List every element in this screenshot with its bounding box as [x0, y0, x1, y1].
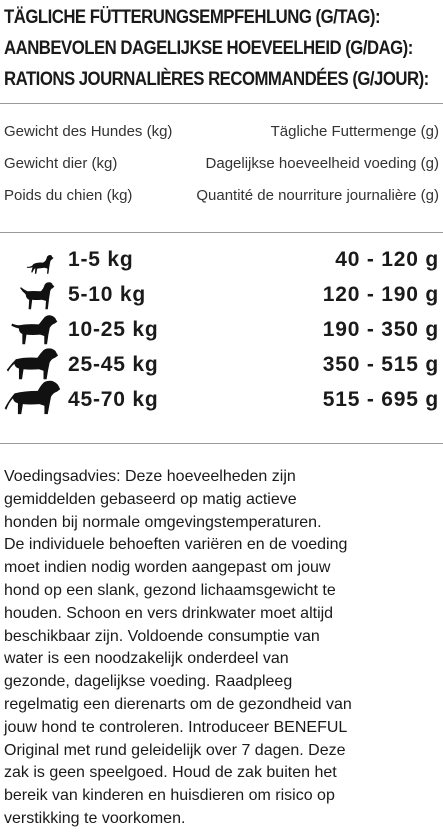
advice-line: zak is geen speelgoed. Houd de zak buiten het: [4, 764, 337, 782]
legend-weight-label: Poids du chien (kg): [4, 187, 133, 204]
dog-weight-range: 1-5 kg: [68, 248, 134, 271]
advice-line: beschikbaar zijn. Voldoende consumptie van: [4, 627, 320, 645]
heading-german: TÄGLICHE FÜTTERUNGSEMPFEHLUNG (G/TAG):: [4, 6, 381, 28]
legend-weight-label: Gewicht des Hundes (kg): [4, 123, 173, 140]
feeding-headings: [4, 2, 440, 95]
advice-line: jouw hond te controleren. Introduceer BENEFUL: [4, 718, 348, 736]
ration-row: [0, 382, 443, 417]
daily-amount: 350 - 515 g: [322, 353, 439, 376]
divider: [0, 103, 443, 104]
medium-dog-icon: [0, 312, 62, 347]
advice-line: Original met rund geleidelijk over 7 dagen. Deze: [4, 741, 346, 759]
small-medium-dog-icon: [0, 277, 62, 312]
ration-row: [0, 277, 443, 312]
advice-line: honden bij normale omgevingstemperaturen.: [4, 513, 322, 531]
ration-row: [0, 347, 443, 382]
dog-weight-range: 5-10 kg: [68, 283, 146, 306]
divider: [0, 443, 443, 444]
advice-line: moet indien nodig worden aangepast om jouw: [4, 559, 331, 577]
dog-weight-range: 45-70 kg: [68, 388, 159, 411]
advice-line: gemiddelden gebaseerd op matig actieve: [4, 490, 297, 508]
legend-weight-label: Gewicht dier (kg): [4, 155, 118, 172]
small-dog-icon: [0, 242, 62, 277]
advice-line: houden. Schoon en vers drinkwater moet altijd: [4, 604, 334, 622]
advice-line: gezonde, dagelijkse voeding. Raadpleeg: [4, 673, 293, 691]
dog-weight-range: 10-25 kg: [68, 318, 159, 341]
ration-row: [0, 312, 443, 347]
legend-row-french: [4, 180, 439, 212]
large-dog-icon: [0, 347, 62, 382]
heading-dutch: AANBEVOLEN DAGELIJKSE HOEVEELHEID (G/DAG):: [4, 37, 413, 59]
advice-line: bereik van kinderen en huisdieren om risico op: [4, 787, 335, 805]
legend-amount-label: Tägliche Futtermenge (g): [270, 123, 439, 140]
daily-amount: 40 - 120 g: [335, 248, 439, 271]
advice-line: verstikking te voorkomen.: [4, 809, 186, 827]
ration-table: [0, 242, 443, 417]
ration-row: [0, 242, 443, 277]
legend-row-dutch: [4, 148, 439, 180]
heading-french: RATIONS JOURNALIÈRES RECOMMANDÉES (G/JOUR):: [4, 68, 429, 90]
giant-dog-icon: [0, 382, 62, 417]
column-legend: [4, 116, 439, 212]
daily-amount: 515 - 695 g: [322, 388, 439, 411]
daily-amount: 190 - 350 g: [322, 318, 439, 341]
dog-weight-range: 25-45 kg: [68, 353, 159, 376]
feeding-advice: [4, 466, 442, 831]
advice-line: De individuele behoeften variëren en de voeding: [4, 536, 348, 554]
daily-amount: 120 - 190 g: [322, 283, 439, 306]
advice-line: water is een noodzakelijk onderdeel van: [4, 650, 289, 668]
legend-amount-label: Quantité de nourriture journalière (g): [196, 187, 439, 204]
advice-line: hond op een slank, gezond lichaamsgewicht te: [4, 581, 336, 599]
advice-line: regelmatig een dierenarts om de gezondheid van: [4, 695, 352, 713]
advice-line: Voedingsadvies: Deze hoeveelheden zijn: [4, 468, 296, 485]
legend-amount-label: Dagelijkse hoeveelheid voeding (g): [205, 155, 439, 172]
divider: [0, 232, 443, 233]
legend-row-german: [4, 116, 439, 148]
